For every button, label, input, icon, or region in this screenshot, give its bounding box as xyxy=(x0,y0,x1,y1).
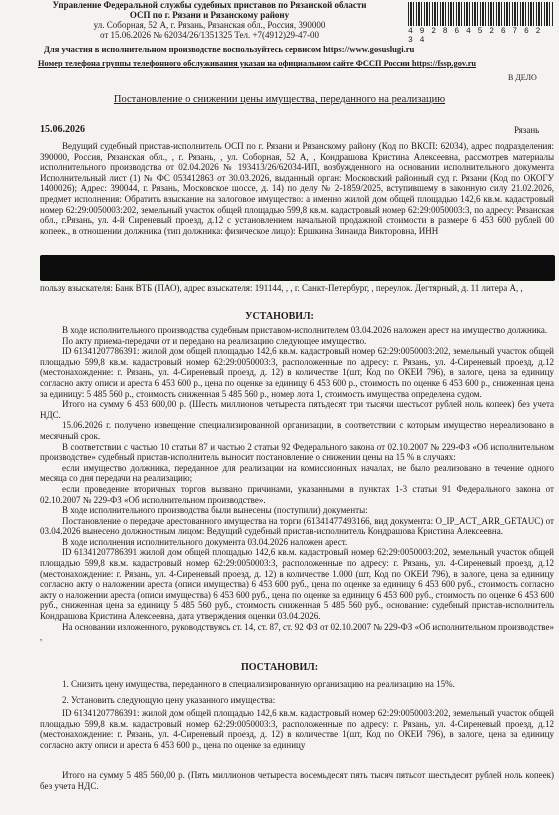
header-department: ОСП по г. Рязани и Рязанскому району xyxy=(129,10,290,20)
barcode xyxy=(408,2,553,26)
header-address: ул. Соборная, 52 А, г. Рязань, Рязанская обл., Россия, 390000 xyxy=(93,20,326,30)
established-para-4: Итого на сумму 6 453 600,00 р. (Шесть миллионов четыреста пятьдесят три тысячи шестьсот рублей ноль копеек) без учета НДС. xyxy=(40,399,554,420)
resolved-total xyxy=(40,770,554,791)
resolved-total-text: Итого на сумму 5 485 560,00 р. (Пять миллионов четыреста восемьдесят пять тысяч пятьсот шестьдесят рублей ноль копеек) без учета НДС. xyxy=(40,770,554,791)
established-para-5: 15.06.2026 г. получено извещение специализированной организации, в соответствии с которым имущество нереализовано в месячный срок. xyxy=(40,420,554,441)
phone-notice: Номер телефона группы телефонного обслуживания указан на официальном сайте ФССП России https://fssp.gov.ru xyxy=(38,59,477,68)
resolved-heading: ПОСТАНОВИЛ: xyxy=(240,662,319,673)
established-para-10: Постановление о передаче арестованного имущества на торги (61341477493166, вид документа: O_IP_ACT_ARR_GETAUC) от 03.04.2026 вынесено должностным лицом: Ведущий судебный пристав-исполнитель Кондрашова Кристина Алексеевна. xyxy=(40,515,554,537)
resolved-item-3: ID 61341207786391: жилой дом общей площадью 142,6 кв.м. кадастровый номер 62:29:0050003:202, земельный участок общей площадью 599,8 кв.м. кадастровый номер 62:29:0050003:3, расположенные по адресу: г. Рязань, ул. 4-Сиреневый проезд, д.12 (местонахождение: г. Рязань, ул. 4-Сиреневый проезд, д. 12) в количестве 1(шт, Код по ОКЕИ 796), в залоге, цена за единицу согласно акту описи и ареста 6 453 600 р., цена по оценке за единицу xyxy=(40,708,554,750)
established-para-9: В ходе исполнительного производства были вынесены (поступили) документы: xyxy=(62,505,368,516)
claimant-paragraph xyxy=(40,283,554,294)
redaction-bar xyxy=(40,255,555,281)
resolved-item-2: 2. Установить следующую цену указанного имущества: xyxy=(62,694,276,705)
established-para-3: ID 61341207786391: жилой дом общей площадью 142,6 кв.м. кадастровый номер 62:29:0050003:202, земельный участок общей площадью 599,8 кв.м. кадастровый номер 62:29:0050003:3, расположенные по адресу: г. Рязань, ул. 4-Сиреневый проезд, д.12 (местонахождение: г. Рязань, ул. 4-Сиреневый проезд, д. 12) в количестве 1(шт, Код по ОКЕИ 796), в залоге, цена за единицу согласно акту описи и ареста 6 453 600 р., цена по оценке за единицу 6 453 600 р., стоимость по оценке 6 453 600 р., сниженная цена за единицу: 5 485 560 р., стоимость сниженная 5 485 560 р., номер лота 1, стоимость имущества определена судом. xyxy=(40,346,554,399)
established-para-7: если имущество должника, переданное для реализации на комиссионных началах, не было реализовано в течение одного месяца со дня передачи на реализацию; xyxy=(40,462,554,484)
established-para-11: В ходе исполнения исполнительного документа 03.04.2026 наложен арест. xyxy=(62,536,348,547)
intro-text: Ведущий судебный пристав-исполнитель ОСП по г. Рязани и Рязанскому району (Код по ВКСП: 62034), адрес подразделения: 390000, Россия, Рязанская обл., , г. Рязань, , ул. Соборная, 52 А, , Кондрашова Кристина Алексеевна, рассмотрев материалы исполнительного производства от 02.04.2026 № 193413/26/62034-ИП, возбужденного на основании исполнительного документа Исполнительный лист (1) № ФС 053412863 от 30.03.2026, выданный орган: Московский районный суд г. Рязани (Код по ОКОГУ 1400026); Адрес: 390044, г. Рязань, Московское шоссе, д. 14) по делу № 2-1859/2025, вступившему в законную силу 21.02.2026, предмет исполнения: Обратить взыскание на залоговое имущество: а именно жилой дом общей площадью 142,6 кв.м. кадастровый номер 62:29:0050003:202, земельный участок общей площадью 599,8 кв.м. кадастровый номер 62:29:0050003:3, по адресу: Рязанская обл., г.Рязань, ул. 4-й Сиреневый проезд, д.12 с установлением начальной продажной стоимости в размере 6 453 600 рублей 00 копеек., в отношении должника (тип должника: физическое лицо): Ершкина Зинаида Викторовна, ИНН xyxy=(40,141,554,236)
gosuslugi-notice: Для участия в исполнительном производстве воспользуйтесь сервисом https://www.gosuslugi.ru xyxy=(44,44,415,54)
document-title: Постановление о снижении цены имущества, переданного на реализацию xyxy=(113,94,446,105)
established-heading: УСТАНОВИЛ: xyxy=(245,311,314,322)
established-para-12: ID 61341207786391 жилой дом общей площадью 142,6 кв.м. кадастровый номер 62:29:0050003:202, земельный участок общей площадью 599,8 кв.м. кадастровый номер 62:29:0050003:3, расположенные по адресу: г. Рязань, ул. 4-Сиреневый проезд, д.12 (местонахождение: г. Рязань, ул. 4-Сиреневый проезд, д. 12) в количестве 1.000 (шт, Код по ОКЕИ 796), в залоге, цена за единицу согласно акту о наложении ареста (описи имущества) 6 453 600 руб., цена по оценке за единицу 6 453 600 руб., стоимость согласно акту о наложении ареста (описи имущества) 6 453 600 руб., цена по оценке за единицу 6 453 600 руб., стоимость по оценке 6 453 600 руб., сниженная цена за единицу 5 485 560 руб., стоимость сниженная 5 485 560 руб., основание: судебный пристав-исполнитель Кондрашова Кристина Алексеевна, дата утверждения оценки 03.04.2026. xyxy=(40,547,554,622)
claimant-text: пользу взыскателя: Банк ВТБ (ПАО), адрес взыскателя: 191144, , , г. Санкт-Петербург, , переулок. Дегтярный, д. 11 литера А, , xyxy=(40,283,523,293)
established-para-13: На основании изложенного, руководствуясь ст. 14, ст. 87, ст. 92 ФЗ от 02.10.2007 № 229-ФЗ «Об исполнительном производстве» , xyxy=(40,621,554,643)
header-agency-name: Управление Федеральной службы судебных приставов по Рязанской области xyxy=(52,0,367,10)
intro-paragraph xyxy=(40,141,554,258)
document-date: 15.06.2026 xyxy=(40,124,85,135)
header-doc-number: от 15.06.2026 № 62034/26/1351325 Тел. +7(4912)29-47-00 xyxy=(99,30,320,40)
document-city: Рязань xyxy=(514,125,540,135)
established-section xyxy=(40,325,554,653)
resolved-section xyxy=(40,679,554,761)
established-para-6: В соответствии с частью 10 статьи 87 и частью 2 статьи 92 Федерального закона от 02.10.2007 № 229-ФЗ «Об исполнительном производстве» судебный пристав-исполнитель выносит постановление о снижении цены на 15 % в случаях: xyxy=(40,441,554,463)
resolved-item-1: 1. Снизить цену имущества, переданного в специализированную организацию на реализацию на 15%. xyxy=(62,679,455,689)
established-para-1: В ходе исполнительного производства судебным приставом-исполнителем 03.04.2026 наложен арест на имущество должника. xyxy=(62,325,548,335)
established-para-8: если проведение вторичных торгов вызвано причинами, указанными в пунктах 1-3 статьи 91 Федерального закона от 02.10.2007 № 229-ФЗ «Об исполнительном производстве». xyxy=(40,483,554,505)
to-file-mark: В ДЕЛО xyxy=(508,73,537,82)
established-para-2: По акту приема-передачи от и передано на реализацию следующее имущество. xyxy=(62,335,367,346)
barcode-number: 4 9 2 8 6 4 5 2 6 7 6 2 3 4 xyxy=(408,27,542,45)
